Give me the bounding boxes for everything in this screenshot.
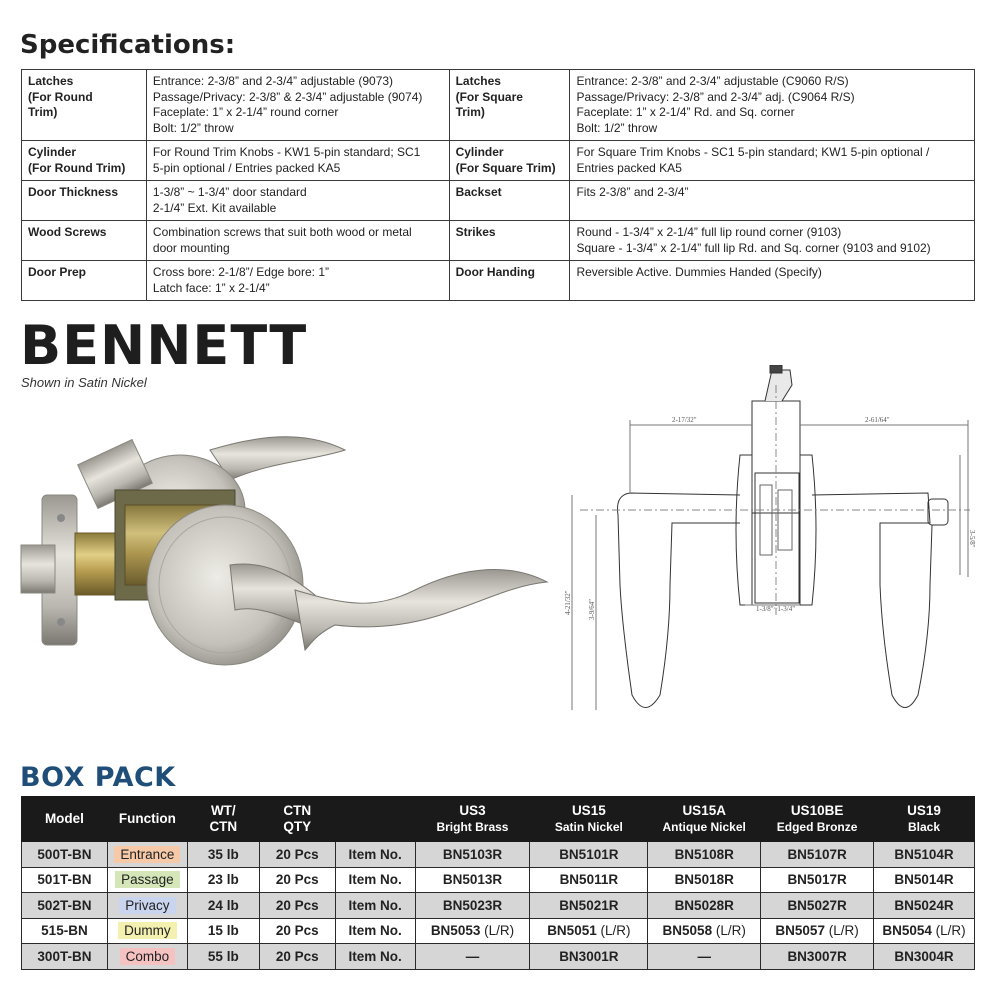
weight-cell: 55 lb bbox=[187, 944, 259, 970]
item-number: BN5011R bbox=[559, 872, 619, 888]
weight-cell: 35 lb bbox=[187, 842, 259, 868]
spec-right-label bbox=[449, 70, 570, 141]
header-model: Model bbox=[22, 797, 108, 842]
item-number-cell bbox=[874, 944, 975, 970]
function-badge: Combo bbox=[120, 948, 176, 965]
header-wt: WT/ CTN bbox=[187, 797, 259, 842]
spec-line: Entrance: 2-3/8” and 2-3/4” adjustable (9073) bbox=[152, 74, 394, 88]
item-number-cell bbox=[648, 893, 761, 919]
item-number: BN5101R bbox=[559, 846, 619, 862]
item-number-cell bbox=[530, 842, 648, 868]
spec-line: Trim) bbox=[28, 105, 58, 119]
spec-line: Strikes bbox=[455, 225, 496, 239]
technical-drawing bbox=[560, 365, 990, 730]
spec-line: door mounting bbox=[152, 240, 230, 255]
spec-line: Passage/Privacy: 2-3/8” & 2-3/4” adjustable (9074) bbox=[152, 89, 423, 104]
function-cell bbox=[107, 842, 187, 868]
header-finish-us10be: US10BE Edged Bronze bbox=[761, 797, 874, 842]
spec-line: Entrance: 2-3/8” and 2-3/4” adjustable (C9060 R/S) bbox=[576, 74, 849, 88]
handing-note: (L/R) bbox=[484, 923, 515, 939]
item-number: BN5057 bbox=[775, 923, 825, 939]
spec-line: Door Handing bbox=[455, 265, 535, 279]
dim-height-label: 3-5/8" bbox=[968, 530, 976, 548]
dim-lever-long-label: 4-21/32" bbox=[564, 590, 572, 615]
item-number: BN5108R bbox=[674, 846, 734, 862]
spec-line: Door Thickness bbox=[28, 185, 119, 199]
qty-cell: 20 Pcs bbox=[259, 842, 335, 868]
box-pack-title: BOX PACK bbox=[20, 762, 176, 793]
handing-note: (L/R) bbox=[715, 923, 746, 939]
spec-left-label bbox=[22, 141, 147, 181]
item-number-cell bbox=[530, 893, 648, 919]
item-number: BN5028R bbox=[674, 897, 734, 913]
header-finish-us19: US19 Black bbox=[874, 797, 975, 842]
item-number-cell bbox=[761, 893, 874, 919]
weight-cell: 23 lb bbox=[187, 867, 259, 893]
spec-left-label bbox=[22, 70, 147, 141]
spec-line: Entries packed KA5 bbox=[576, 160, 682, 175]
spec-right-label bbox=[449, 221, 570, 261]
qty-cell: 20 Pcs bbox=[259, 867, 335, 893]
item-number: BN5104R bbox=[894, 846, 954, 862]
spec-line: 5-pin optional / Entries packed KA5 bbox=[152, 160, 341, 175]
function-cell bbox=[107, 867, 187, 893]
spec-right-value bbox=[570, 70, 975, 141]
item-label-cell: Item No. bbox=[335, 867, 415, 893]
item-number-cell bbox=[415, 944, 530, 970]
spec-line: Latch face: 1” x 2-1/4” bbox=[152, 280, 270, 295]
spec-row bbox=[22, 70, 975, 141]
item-number-cell bbox=[761, 842, 874, 868]
box-row bbox=[22, 842, 975, 868]
function-badge: Privacy bbox=[119, 897, 175, 914]
box-pack-table bbox=[21, 796, 975, 970]
item-number-cell bbox=[648, 918, 761, 944]
specifications-table bbox=[21, 69, 975, 301]
spec-line: (For Square Trim) bbox=[455, 160, 556, 175]
spec-line: For Round Trim Knobs - KW1 5-pin standard; SC1 bbox=[152, 145, 421, 159]
item-number-cell bbox=[530, 918, 648, 944]
spec-left-value bbox=[146, 181, 449, 221]
model-cell: 300T-BN bbox=[22, 944, 108, 970]
box-row bbox=[22, 918, 975, 944]
handing-note: (L/R) bbox=[935, 923, 966, 939]
weight-cell: 15 lb bbox=[187, 918, 259, 944]
model-cell: 515-BN bbox=[22, 918, 108, 944]
spec-line: Fits 2-3/8” and 2-3/4” bbox=[576, 185, 689, 199]
item-number-cell bbox=[761, 918, 874, 944]
item-number-cell bbox=[648, 944, 761, 970]
weight-cell: 24 lb bbox=[187, 893, 259, 919]
product-photo bbox=[15, 410, 555, 675]
spec-right-value bbox=[570, 181, 975, 221]
header-function: Function bbox=[107, 797, 187, 842]
item-label-cell: Item No. bbox=[335, 842, 415, 868]
spec-line: Cylinder bbox=[455, 145, 504, 159]
item-number: BN5054 bbox=[882, 923, 932, 939]
spec-left-value bbox=[146, 261, 449, 301]
spec-line: Backset bbox=[455, 185, 502, 199]
product-name: BENNETT bbox=[20, 314, 308, 377]
function-badge: Entrance bbox=[114, 846, 180, 863]
item-number: — bbox=[697, 948, 711, 964]
header-finish-us3: US3 Bright Brass bbox=[415, 797, 530, 842]
spec-line: Bolt: 1/2” throw bbox=[152, 120, 234, 135]
spec-line: Passage/Privacy: 2-3/8” and 2-3/4” adj. (C9064 R/S) bbox=[576, 89, 855, 104]
item-number: BN3007R bbox=[787, 948, 847, 964]
item-number: BN5053 bbox=[430, 923, 481, 939]
model-cell: 502T-BN bbox=[22, 893, 108, 919]
spec-right-value bbox=[570, 221, 975, 261]
item-label-cell: Item No. bbox=[335, 944, 415, 970]
dim-right-label: 2-61/64" bbox=[865, 416, 890, 424]
spec-line: Square - 1-3/4” x 2-1/4” full lip Rd. and Sq. corner (9103 and 9102) bbox=[576, 240, 931, 255]
spec-left-value bbox=[146, 221, 449, 261]
spec-right-label bbox=[449, 141, 570, 181]
header-finish-us15a: US15A Antique Nickel bbox=[648, 797, 761, 842]
box-row bbox=[22, 867, 975, 893]
spec-line: Combination screws that suit both wood or metal bbox=[152, 225, 412, 239]
qty-cell: 20 Pcs bbox=[259, 893, 335, 919]
item-number-cell bbox=[415, 893, 530, 919]
item-number: BN5051 bbox=[547, 923, 597, 939]
spec-left-label bbox=[22, 261, 147, 301]
spec-line: (For Round Trim) bbox=[28, 160, 126, 175]
function-cell bbox=[107, 893, 187, 919]
item-number: BN3004R bbox=[894, 948, 954, 964]
spec-right-value bbox=[570, 141, 975, 181]
dim-door-label: 1-3/8"~1-3/4" bbox=[756, 605, 796, 613]
spec-right-label bbox=[449, 261, 570, 301]
handing-note: (L/R) bbox=[600, 923, 631, 939]
spec-left-label bbox=[22, 221, 147, 261]
spec-line: 1-3/8” ~ 1-3/4” door standard bbox=[152, 185, 307, 199]
spec-left-value bbox=[146, 70, 449, 141]
model-cell: 500T-BN bbox=[22, 842, 108, 868]
finish-caption: Shown in Satin Nickel bbox=[21, 375, 147, 390]
item-number-cell bbox=[874, 918, 975, 944]
item-number-cell bbox=[648, 867, 761, 893]
item-number: BN5058 bbox=[662, 923, 713, 939]
spec-row bbox=[22, 141, 975, 181]
spec-line: Latches bbox=[455, 74, 501, 88]
spec-right-value bbox=[570, 261, 975, 301]
spec-line: Faceplate: 1” x 2-1/4” round corner bbox=[152, 105, 339, 119]
spec-line: Door Prep bbox=[28, 265, 87, 279]
spec-line: Faceplate: 1” x 2-1/4” Rd. and Sq. corner bbox=[576, 105, 795, 119]
dim-lever-short-label: 3-9/64" bbox=[588, 598, 596, 620]
item-number: BN5013R bbox=[442, 872, 503, 888]
header-item-label bbox=[335, 797, 415, 842]
dim-left-label: 2-17/32" bbox=[672, 416, 697, 424]
spec-line: Round - 1-3/4” x 2-1/4” full lip round corner (9103) bbox=[576, 225, 842, 239]
spec-row bbox=[22, 181, 975, 221]
spec-line: For Square Trim Knobs - SC1 5-pin standard; KW1 5-pin optional / bbox=[576, 145, 930, 159]
spec-line: Cylinder bbox=[28, 145, 77, 159]
header-ctn-qty: CTN QTY bbox=[259, 797, 335, 842]
spec-line: Wood Screws bbox=[28, 225, 107, 239]
handing-note: (L/R) bbox=[828, 923, 859, 939]
spec-line: 2-1/4” Ext. Kit available bbox=[152, 200, 277, 215]
spec-left-label bbox=[22, 181, 147, 221]
spec-left-value bbox=[146, 141, 449, 181]
item-label-cell: Item No. bbox=[335, 918, 415, 944]
item-number-cell bbox=[530, 867, 648, 893]
item-number: BN5023R bbox=[442, 897, 503, 913]
spec-line: Reversible Active. Dummies Handed (Specify) bbox=[576, 265, 822, 279]
item-label-cell: Item No. bbox=[335, 893, 415, 919]
item-number-cell bbox=[761, 867, 874, 893]
box-row bbox=[22, 893, 975, 919]
spec-line: (For Square bbox=[455, 89, 523, 104]
item-number-cell bbox=[648, 842, 761, 868]
box-row bbox=[22, 944, 975, 970]
item-number-cell bbox=[874, 893, 975, 919]
header-finish-us15: US15 Satin Nickel bbox=[530, 797, 648, 842]
item-number: BN5017R bbox=[787, 872, 847, 888]
spec-line: Bolt: 1/2” throw bbox=[576, 120, 658, 135]
spec-line: Cross bore: 2-1/8”/ Edge bore: 1” bbox=[152, 265, 329, 279]
item-number-cell bbox=[874, 842, 975, 868]
function-badge: Dummy bbox=[118, 922, 177, 939]
item-number: BN5021R bbox=[559, 897, 619, 913]
item-number-cell bbox=[530, 944, 648, 970]
item-number-cell bbox=[761, 944, 874, 970]
item-number-cell bbox=[415, 842, 530, 868]
qty-cell: 20 Pcs bbox=[259, 918, 335, 944]
item-number: — bbox=[465, 948, 480, 964]
item-number-cell bbox=[415, 867, 530, 893]
spec-row bbox=[22, 261, 975, 301]
item-number: BN5107R bbox=[787, 846, 847, 862]
specifications-title: Specifications: bbox=[20, 30, 236, 60]
spec-row bbox=[22, 221, 975, 261]
spec-line: Trim) bbox=[455, 105, 485, 119]
model-cell: 501T-BN bbox=[22, 867, 108, 893]
item-number: BN5018R bbox=[674, 872, 734, 888]
function-cell bbox=[107, 944, 187, 970]
item-number-cell bbox=[874, 867, 975, 893]
item-number: BN5027R bbox=[787, 897, 847, 913]
item-number: BN5024R bbox=[894, 897, 954, 913]
function-cell bbox=[107, 918, 187, 944]
spec-line: (For Round bbox=[28, 89, 93, 104]
spec-line: Latches bbox=[28, 74, 74, 88]
function-badge: Passage bbox=[115, 871, 180, 888]
item-number-cell bbox=[415, 918, 530, 944]
item-number: BN5014R bbox=[894, 872, 954, 888]
qty-cell: 20 Pcs bbox=[259, 944, 335, 970]
item-number: BN3001R bbox=[559, 948, 619, 964]
spec-right-label bbox=[449, 181, 570, 221]
item-number: BN5103R bbox=[442, 846, 503, 862]
